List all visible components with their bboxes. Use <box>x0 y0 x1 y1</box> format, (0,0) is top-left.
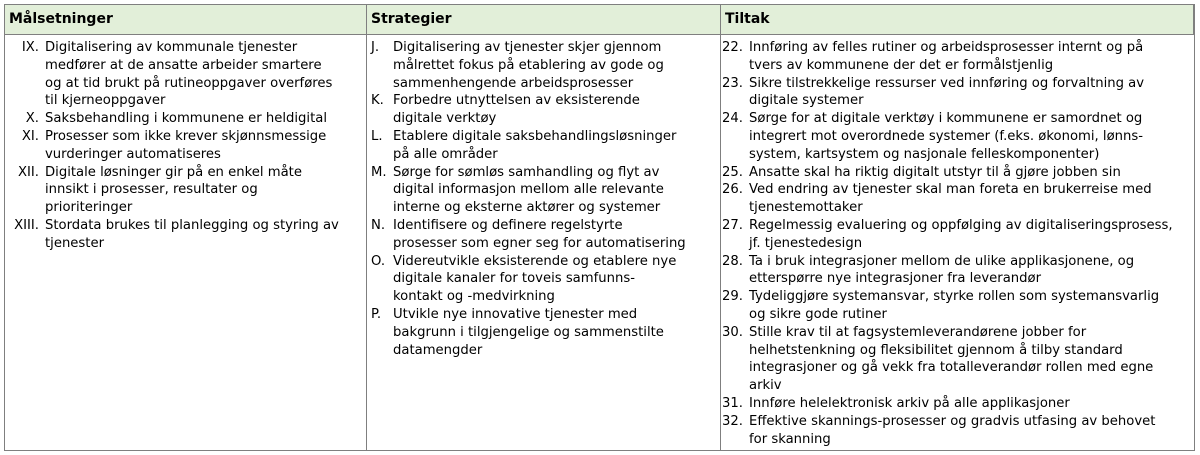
item-text: Prosesser som ikke krever skjønnsmessige vurderinger automatiseres <box>45 128 327 162</box>
item-number: 32. <box>722 413 743 429</box>
item-number: 28. <box>722 253 743 269</box>
item-number: P. <box>371 306 382 322</box>
item-number: 23. <box>722 75 743 91</box>
tiltak-item <box>721 110 1194 163</box>
tiltak-item <box>721 217 1194 253</box>
tiltak-item <box>721 324 1194 395</box>
tiltak-item <box>721 181 1194 217</box>
tiltak-item <box>721 288 1194 324</box>
item-number: 27. <box>722 217 743 233</box>
item-number: 26. <box>722 182 743 198</box>
item-text: Digitalisering av tjenester skjer gjennom målrettet fokus på etablering av gode og sammenhengende arbeidsprosesser <box>393 40 664 91</box>
strategier-item <box>367 39 720 92</box>
item-number: XI. <box>21 128 39 144</box>
item-number: M. <box>371 164 387 180</box>
item-number: 30. <box>722 324 743 340</box>
tiltak-item <box>721 39 1194 75</box>
item-number: K. <box>371 93 384 109</box>
item-text: Innføre helelektronisk arkiv på alle applikasjoner <box>749 395 1070 411</box>
malsetninger-item <box>5 164 366 217</box>
item-text: Identifisere og definere regelstyrte prosesser som egner seg for automatisering <box>393 217 686 251</box>
item-number: X. <box>25 111 39 127</box>
tiltak-item <box>721 413 1194 449</box>
item-number: 22. <box>722 40 743 55</box>
item-text: Saksbehandling i kommunene er heldigital <box>45 111 327 127</box>
tiltak-item <box>721 75 1194 111</box>
item-text: Stordata brukes til planlegging og styring av tjenester <box>45 217 339 251</box>
header-tiltak: Tiltak <box>721 5 1194 35</box>
strategier-item <box>367 306 720 359</box>
strategier-item <box>367 217 720 253</box>
item-number: O. <box>371 253 386 269</box>
strategier-item <box>367 92 720 128</box>
item-text: Stille krav til at fagsystemleverandørene jobber for helhetstenkning og fleksibilitet gjennom å tilby standard integrasjoner og gå vekk fra totalleverandør rollen med egne arkiv <box>749 324 1154 394</box>
strategier-column <box>367 35 721 450</box>
malsetninger-column <box>5 35 367 450</box>
item-number: XIII. <box>14 217 39 233</box>
tiltak-column <box>721 35 1194 450</box>
item-number: L. <box>371 128 383 144</box>
item-text: Utvikle nye innovative tjenester med bakgrunn i tilgjengelige og sammenstilte datamengder <box>393 306 664 358</box>
strategier-item <box>367 128 720 164</box>
item-number: 31. <box>722 395 743 411</box>
item-text: Effektive skannings-prosesser og gradvis utfasing av behovet for skanning <box>749 413 1156 447</box>
goals-strategies-actions-table <box>4 4 1195 451</box>
item-text: Digitale løsninger gir på en enkel måte innsikt i prosesser, resultater og prioriteringer <box>45 164 302 216</box>
item-text: Tydeliggjøre systemansvar, styrke rollen som systemansvarlig og sikre gode rutiner <box>749 289 1160 322</box>
item-number: 29. <box>722 289 743 305</box>
item-text: Ansatte skal ha riktig digitalt utstyr til å gjøre jobben sin <box>749 164 1121 180</box>
item-text: Ved endring av tjenester skal man foreta en brukerreise med tjenestemottaker <box>749 182 1152 216</box>
malsetninger-item <box>5 217 366 253</box>
malsetninger-item <box>5 128 366 164</box>
item-number: IX. <box>21 40 39 55</box>
item-text: Forbedre utnyttelsen av eksisterende digitale verktøy <box>393 93 640 127</box>
tiltak-item <box>721 395 1194 413</box>
item-number: N. <box>371 217 386 233</box>
item-number: 25. <box>722 164 743 180</box>
tiltak-item <box>721 164 1194 182</box>
item-text: Ta i bruk integrasjoner mellom de ulike applikasjonene, og etterspørre nye integrasjoner fra leverandør <box>749 253 1135 287</box>
malsetninger-item <box>5 110 366 128</box>
item-text: Digitalisering av kommunale tjenester medfører at de ansatte arbeider smartere og at tid brukt på rutineoppgaver overføres til kjerneoppgaver <box>45 40 333 109</box>
item-text: Regelmessig evaluering og oppfølging av digitaliseringsprosess, jf. tjenestedesign <box>749 217 1173 251</box>
strategier-item <box>367 253 720 306</box>
tiltak-item <box>721 253 1194 289</box>
strategier-item <box>367 164 720 217</box>
item-text: Etablere digitale saksbehandlingsløsninger på alle områder <box>393 128 677 162</box>
item-text: Sørge for sømløs samhandling og flyt av digital informasjon mellom alle relevante interne og eksterne aktører og systemer <box>393 164 664 216</box>
item-number: XII. <box>17 164 39 180</box>
item-text: Videreutvikle eksisterende og etablere nye digitale kanaler for toveis samfunns- kontakt og -medvirkning <box>393 253 677 305</box>
item-number: 24. <box>722 111 743 127</box>
item-text: Innføring av felles rutiner og arbeidsprosesser internt og på tvers av kommunene der det er formålstjenlig <box>749 40 1144 73</box>
item-number: J. <box>371 40 380 55</box>
malsetninger-item <box>5 39 366 110</box>
header-strategier: Strategier <box>367 5 721 35</box>
header-malsetninger: Målsetninger <box>5 5 367 35</box>
item-text: Sikre tilstrekkelige ressurser ved innføring og forvaltning av digitale systemer <box>749 75 1145 109</box>
item-text: Sørge for at digitale verktøy i kommunene er samordnet og integrert mot overordnede systemer (f.eks. økonomi, lønns- system, kartsystem og nasjonale felleskomponenter) <box>749 111 1144 162</box>
